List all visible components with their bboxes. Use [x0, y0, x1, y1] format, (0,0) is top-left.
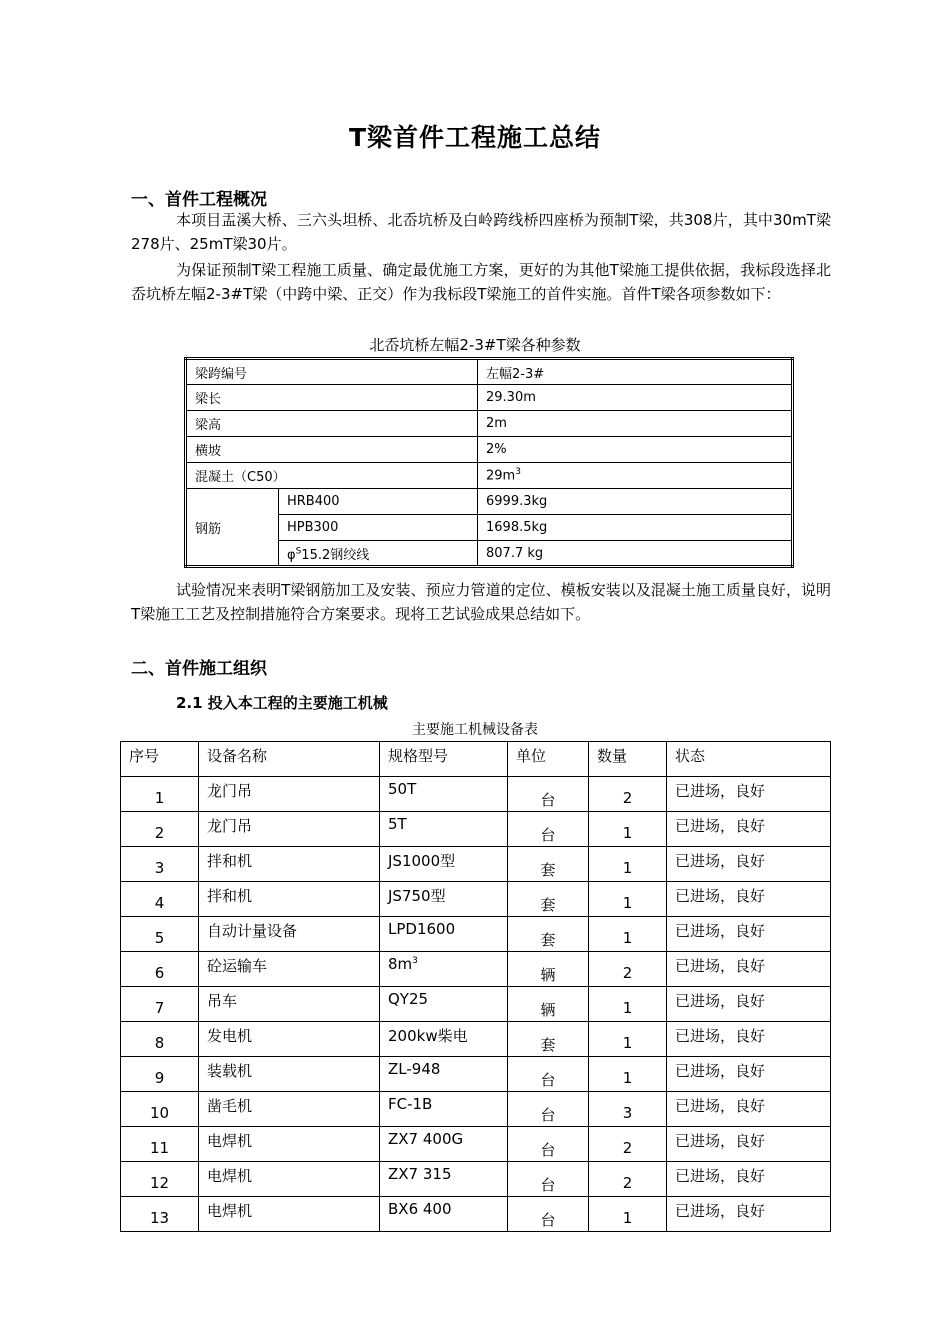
cell-no-text: 3 [154, 859, 165, 877]
cell-qty [589, 1022, 667, 1057]
cell-name [199, 847, 380, 882]
cell-name-text: 龙门吊 [207, 817, 253, 835]
cell-name-text: 龙门吊 [207, 782, 253, 800]
cell-no [121, 847, 199, 882]
cell-unit [508, 952, 589, 987]
cell-name-text: 电焊机 [207, 1132, 253, 1150]
table-row [121, 847, 831, 882]
table-row [121, 777, 831, 812]
table-row [121, 1127, 831, 1162]
cell-unit-text: 台 [540, 1211, 556, 1229]
cell-model-text: 50T [388, 780, 417, 798]
table-row [121, 1197, 831, 1232]
cell-name [199, 952, 380, 987]
cell-status-text: 已进场，良好 [675, 922, 766, 940]
cell-no [121, 1197, 199, 1232]
cell-unit [508, 987, 589, 1022]
cell-model [380, 847, 508, 882]
cell-unit-text: 台 [540, 791, 556, 809]
cell-status [667, 1162, 831, 1197]
cell-name-text: 装载机 [207, 1062, 253, 1080]
table-header-row [121, 742, 831, 777]
cell-no-text: 10 [149, 1104, 170, 1122]
section1-para1: 本项目盂溪大桥、三六头坦桥、北岙坑桥及白岭跨线桥四座桥为预制T梁，共308片，其中30mT梁278片、25mT梁30片。 [131, 211, 831, 253]
cell-no-text: 7 [154, 999, 165, 1017]
cell-qty [589, 952, 667, 987]
rebar-value: 807.7 kg [478, 541, 793, 567]
rebar-type [279, 541, 478, 567]
col-header-unit: 单位 [508, 742, 589, 777]
cell-unit-text: 辆 [540, 966, 556, 984]
table-row [121, 1022, 831, 1057]
cell-qty [589, 1127, 667, 1162]
cell-qty [589, 1197, 667, 1232]
cell-qty [589, 1092, 667, 1127]
cell-unit [508, 1057, 589, 1092]
cell-model-text: BX6 400 [388, 1200, 452, 1218]
cell-name [199, 1092, 380, 1127]
cell-no [121, 952, 199, 987]
section1-heading: 一、首件工程概况 [131, 190, 267, 210]
cell-qty-text: 1 [622, 1209, 633, 1227]
cell-status-text: 已进场，良好 [675, 1097, 766, 1115]
cell-name [199, 1057, 380, 1092]
cell-status-text: 已进场，良好 [675, 1167, 766, 1185]
cell-status [667, 847, 831, 882]
cell-model-text: ZX7 400G [388, 1130, 464, 1148]
cell-no [121, 917, 199, 952]
cell-qty-text: 1 [622, 1069, 633, 1087]
params-table-caption: 北岙坑桥左幅2-3#T梁各种参数 [369, 336, 581, 354]
table-row [121, 1057, 831, 1092]
cell-name-text: 凿毛机 [207, 1097, 253, 1115]
cell-unit-text: 台 [540, 1071, 556, 1089]
cell-no-text: 4 [154, 894, 165, 912]
cell-name [199, 882, 380, 917]
cell-status-text: 已进场，良好 [675, 852, 766, 870]
cell-status-text: 已进场，良好 [675, 992, 766, 1010]
params-row [186, 437, 793, 463]
params-row [186, 359, 793, 385]
section2-subheading: 2.1 投入本工程的主要施工机械 [176, 694, 388, 712]
cell-model [380, 882, 508, 917]
cell-name [199, 987, 380, 1022]
cell-no-text: 9 [154, 1069, 165, 1087]
cell-name [199, 1127, 380, 1162]
cell-qty [589, 1162, 667, 1197]
cell-model-text: JS1000型 [388, 852, 456, 870]
section1-para2: 为保证预制T梁工程施工质量、确定最优施工方案，更好的为其他T梁施工提供依据，我标段选择北岙坑桥左幅2-3#T梁（中跨中梁、正交）作为我标段T梁施工的首件实施。首件T梁各项参数如下： [131, 261, 831, 303]
cell-model [380, 1197, 508, 1232]
cell-status-text: 已进场，良好 [675, 1062, 766, 1080]
section1-para3: 试验情况来表明T梁钢筋加工及安装、预应力管道的定位、模板安装以及混凝土施工质量良好，说明T梁施工工艺及控制措施符合方案要求。现将工艺试验成果总结如下。 [131, 581, 831, 623]
rebar-value: 6999.3kg [478, 489, 793, 515]
table-row [121, 812, 831, 847]
cell-model-text: 200kw柴电 [388, 1027, 468, 1045]
cell-qty [589, 847, 667, 882]
strand-superscript: S [295, 546, 302, 557]
equipment-table [120, 741, 831, 1232]
equipment-table-caption: 主要施工机械设备表 [412, 722, 538, 738]
cell-status [667, 1057, 831, 1092]
cell-unit [508, 1162, 589, 1197]
param-label: 梁高 [186, 411, 478, 437]
cell-status-text: 已进场，良好 [675, 782, 766, 800]
strand-spec: 15.2钢绞线 [301, 547, 370, 563]
page-title: T梁首件工程施工总结 [348, 123, 602, 152]
cell-name [199, 1162, 380, 1197]
params-row [186, 411, 793, 437]
cell-no [121, 1127, 199, 1162]
cell-unit [508, 1022, 589, 1057]
cell-model-text: 5T [388, 815, 407, 833]
cell-name [199, 812, 380, 847]
cell-no [121, 1057, 199, 1092]
cell-model-text: LPD1600 [388, 920, 456, 938]
cell-no-text: 12 [149, 1174, 170, 1192]
cell-no-text: 6 [154, 964, 165, 982]
rebar-type: HRB400 [279, 489, 478, 515]
cell-name-text: 自动计量设备 [207, 922, 298, 940]
cell-model-text: ZL-948 [388, 1060, 441, 1078]
cell-name-text: 电焊机 [207, 1167, 253, 1185]
cell-no [121, 987, 199, 1022]
rebar-label: 钢筋 [186, 489, 279, 567]
cell-model-text: 8m [388, 955, 413, 973]
cell-no [121, 1162, 199, 1197]
cell-unit [508, 812, 589, 847]
param-value: 2% [478, 437, 793, 463]
cell-status [667, 952, 831, 987]
cell-unit [508, 917, 589, 952]
cell-qty-text: 2 [622, 789, 633, 807]
param-value [478, 463, 793, 489]
col-header-name: 设备名称 [199, 742, 380, 777]
cell-status-text: 已进场，良好 [675, 1027, 766, 1045]
cell-model [380, 1057, 508, 1092]
cell-name-text: 拌和机 [207, 852, 253, 870]
cell-qty-text: 1 [622, 1034, 633, 1052]
col-header-no: 序号 [121, 742, 199, 777]
param-value: 左幅2-3# [478, 359, 793, 385]
param-value: 2m [478, 411, 793, 437]
cell-unit-text: 辆 [540, 1001, 556, 1019]
cell-no [121, 1022, 199, 1057]
table-row [121, 1092, 831, 1127]
cell-unit-text: 套 [540, 1036, 556, 1054]
cell-name-text: 发电机 [207, 1027, 253, 1045]
cell-qty-text: 1 [622, 929, 633, 947]
cell-status-text: 已进场，良好 [675, 817, 766, 835]
cell-unit [508, 1092, 589, 1127]
cell-status [667, 1127, 831, 1162]
cell-qty [589, 812, 667, 847]
table-row [121, 987, 831, 1022]
cell-model-text: FC-1B [388, 1095, 433, 1113]
cell-status-text: 已进场，良好 [675, 1132, 766, 1150]
cell-model [380, 1022, 508, 1057]
rebar-value: 1698.5kg [478, 515, 793, 541]
cell-model [380, 777, 508, 812]
cell-name [199, 917, 380, 952]
table-row [121, 882, 831, 917]
cell-model [380, 917, 508, 952]
cell-no-text: 8 [154, 1034, 165, 1052]
table-row [121, 952, 831, 987]
cell-model [380, 1162, 508, 1197]
cell-name-text: 拌和机 [207, 887, 253, 905]
cell-unit [508, 847, 589, 882]
cell-unit-text: 台 [540, 826, 556, 844]
strand-symbol: φ [287, 547, 296, 563]
cell-unit [508, 882, 589, 917]
cell-unit [508, 1127, 589, 1162]
col-header-qty: 数量 [589, 742, 667, 777]
unit-superscript: 3 [412, 956, 418, 966]
cell-status-text: 已进场，良好 [675, 957, 766, 975]
cell-model [380, 1127, 508, 1162]
param-label: 横坡 [186, 437, 478, 463]
cell-qty [589, 777, 667, 812]
cell-qty-text: 3 [622, 1104, 633, 1122]
cell-qty-text: 1 [622, 894, 633, 912]
equipment-table-body [121, 777, 831, 1232]
table-row [121, 917, 831, 952]
cell-no-text: 1 [154, 789, 165, 807]
cell-qty [589, 917, 667, 952]
unit-superscript: 3 [515, 467, 521, 478]
params-row [186, 463, 793, 489]
cell-no-text: 2 [154, 824, 165, 842]
cell-model-text: ZX7 315 [388, 1165, 452, 1183]
cell-name [199, 777, 380, 812]
col-header-model: 规格型号 [380, 742, 508, 777]
params-row [186, 385, 793, 411]
col-header-status: 状态 [667, 742, 831, 777]
cell-status [667, 1022, 831, 1057]
cell-name-text: 电焊机 [207, 1202, 253, 1220]
cell-no-text: 11 [149, 1139, 170, 1157]
cell-model [380, 952, 508, 987]
cell-unit-text: 套 [540, 896, 556, 914]
cell-qty [589, 882, 667, 917]
cell-status [667, 777, 831, 812]
cell-qty-text: 1 [622, 999, 633, 1017]
cell-no [121, 1092, 199, 1127]
cell-model-text: QY25 [388, 990, 429, 1008]
cell-status [667, 1092, 831, 1127]
cell-unit-text: 套 [540, 861, 556, 879]
cell-qty-text: 2 [622, 1139, 633, 1157]
cell-status [667, 917, 831, 952]
param-label: 梁跨编号 [186, 359, 478, 385]
cell-status-text: 已进场，良好 [675, 887, 766, 905]
cell-unit-text: 台 [540, 1141, 556, 1159]
cell-unit [508, 1197, 589, 1232]
concrete-volume: 29m [486, 468, 516, 484]
cell-no [121, 777, 199, 812]
param-label: 混凝土（C50） [186, 463, 478, 489]
params-table [184, 357, 794, 568]
cell-no-text: 13 [149, 1209, 170, 1227]
cell-status [667, 1197, 831, 1232]
cell-qty-text: 2 [622, 964, 633, 982]
table-row [121, 1162, 831, 1197]
cell-qty [589, 987, 667, 1022]
cell-status-text: 已进场，良好 [675, 1202, 766, 1220]
cell-name-text: 砼运输车 [207, 957, 268, 975]
cell-qty-text: 2 [622, 1174, 633, 1192]
cell-name [199, 1197, 380, 1232]
rebar-type: HPB300 [279, 515, 478, 541]
cell-unit-text: 套 [540, 931, 556, 949]
cell-unit-text: 台 [540, 1176, 556, 1194]
cell-no [121, 882, 199, 917]
cell-unit-text: 台 [540, 1106, 556, 1124]
cell-status [667, 882, 831, 917]
cell-qty-text: 1 [622, 824, 633, 842]
param-value: 29.30m [478, 385, 793, 411]
section2-heading: 二、首件施工组织 [131, 659, 267, 679]
cell-no [121, 812, 199, 847]
cell-status [667, 812, 831, 847]
cell-model [380, 987, 508, 1022]
cell-no-text: 5 [154, 929, 165, 947]
cell-model-text: JS750型 [388, 887, 446, 905]
cell-qty-text: 1 [622, 859, 633, 877]
params-row [186, 489, 793, 515]
cell-qty [589, 1057, 667, 1092]
cell-model [380, 812, 508, 847]
cell-name [199, 1022, 380, 1057]
cell-model [380, 1092, 508, 1127]
cell-unit [508, 777, 589, 812]
param-label: 梁长 [186, 385, 478, 411]
cell-status [667, 987, 831, 1022]
cell-name-text: 吊车 [207, 992, 238, 1010]
